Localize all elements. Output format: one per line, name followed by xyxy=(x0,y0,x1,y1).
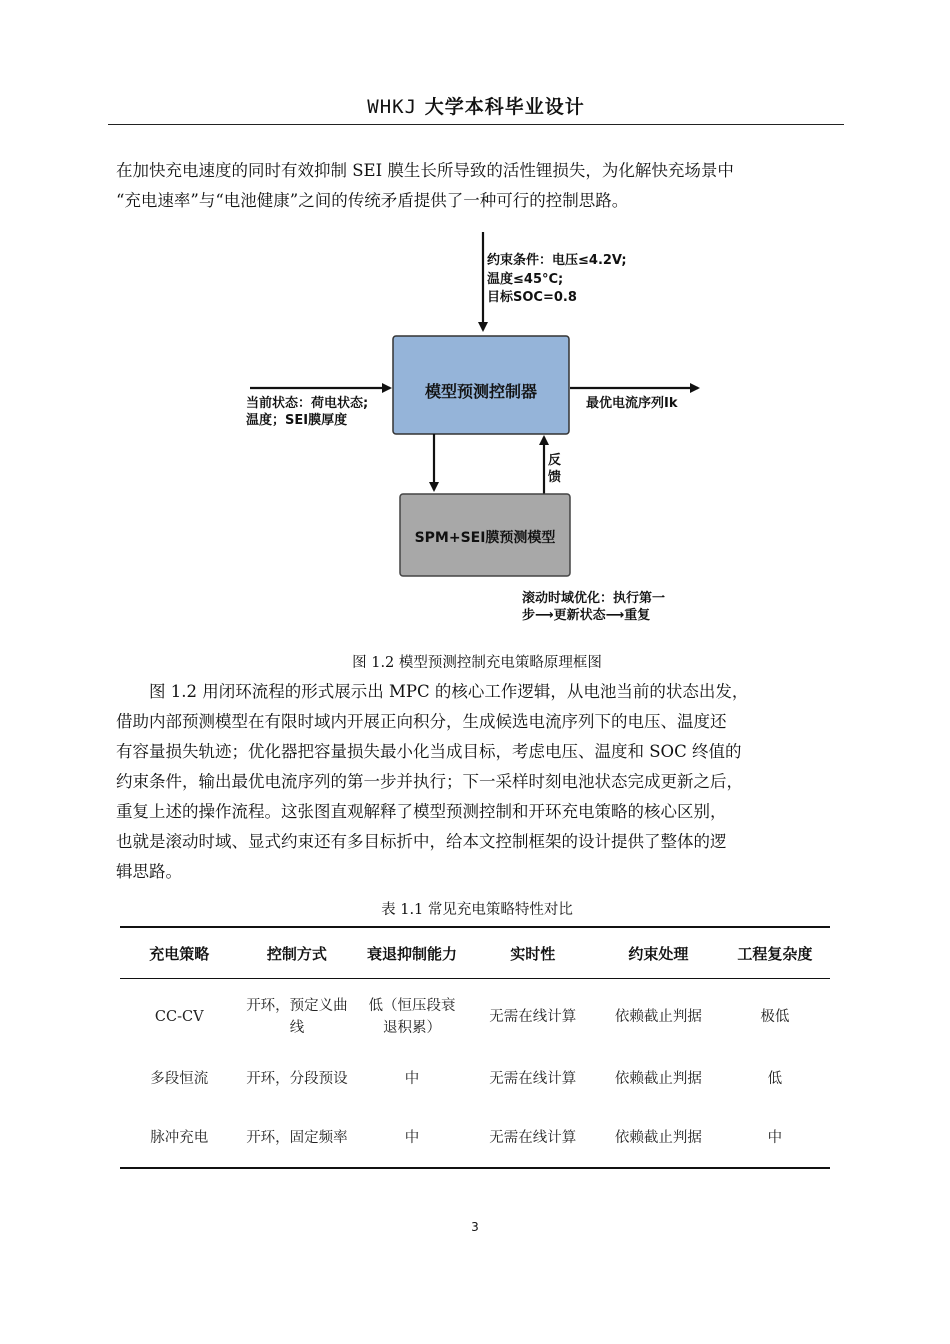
cell-strategy: 多段恒流 xyxy=(150,1071,209,1087)
cell-realtime: 无需在线计算 xyxy=(489,1009,577,1025)
cell-strategy: CC-CV xyxy=(154,1009,204,1025)
constraint-line-3: 目标SOC=0.8 xyxy=(487,290,577,305)
cell-control: 开环，预定义曲线 xyxy=(246,998,348,1036)
cell-suppression: 中 xyxy=(404,1071,420,1087)
model-label: SPM+SEI膜预测模型 xyxy=(414,530,556,546)
figure-caption: 图 1.2 模型预测控制充电策略原理框图 xyxy=(352,655,602,671)
cell-control: 开环，分段预设 xyxy=(246,1071,348,1087)
table-header-row xyxy=(120,927,830,979)
cell-suppression: 低（恒压段衰退积累） xyxy=(368,998,456,1036)
col-header-suppression: 衰退抑制能力 xyxy=(355,927,468,979)
constraint-line-1: 约束条件：电压≤4.2V; xyxy=(487,253,627,268)
table-row xyxy=(120,979,830,1050)
table-row xyxy=(120,1049,830,1109)
cell-control: 开环，固定频率 xyxy=(246,1130,348,1146)
cell-realtime: 无需在线计算 xyxy=(489,1071,577,1087)
paragraph-1 xyxy=(116,156,838,216)
feedback-char-1: 反 xyxy=(548,453,562,468)
input-line-2: 温度；SEI膜厚度 xyxy=(246,413,348,428)
cell-complexity: 低 xyxy=(767,1071,783,1087)
paragraph-2 xyxy=(116,677,838,887)
header-title: 大学本科毕业设计 xyxy=(424,96,585,118)
para2-line-1: 图 1.2 用闭环流程的形式展示出 MPC 的核心工作逻辑，从电池当前的状态出发， xyxy=(149,682,749,701)
header-latin: WHKJ xyxy=(367,96,418,118)
constraint-line-2: 温度≤45°C; xyxy=(487,272,564,287)
page-header xyxy=(108,92,844,125)
output-label: 最优电流序列Ik xyxy=(586,396,678,411)
para1-line-1: 在加快充电速度的同时有效抑制 SEI 膜生长所导致的活性锂损失，为化解快充场景中 xyxy=(116,161,734,180)
para2-line-4: 约束条件，输出最优电流序列的第一步并执行；下一采样时刻电池状态完成更新之后， xyxy=(116,772,743,791)
para2-line-5: 重复上述的操作流程。这张图直观解释了模型预测控制和开环充电策略的核心区别， xyxy=(116,802,727,821)
para2-line-6: 也就是滚动时域、显式约束还有多目标折中，给本文控制框架的设计提供了整体的逻 xyxy=(116,832,727,851)
col-header-constraint: 约束处理 xyxy=(597,927,720,979)
table-row xyxy=(120,1109,830,1168)
cell-strategy: 脉冲充电 xyxy=(150,1130,209,1146)
cell-complexity: 中 xyxy=(767,1130,783,1146)
page-number: 3 xyxy=(471,1220,479,1234)
para2-line-2: 借助内部预测模型在有限时域内开展正向积分，生成候选电流序列下的电压、温度还 xyxy=(116,712,727,731)
cell-realtime: 无需在线计算 xyxy=(489,1130,577,1146)
cell-constraint: 依赖截止判据 xyxy=(614,1130,702,1146)
para2-line-7: 辑思路。 xyxy=(116,862,182,881)
table-caption: 表 1.1 常见充电策略特性对比 xyxy=(381,902,573,918)
col-header-complexity: 工程复杂度 xyxy=(720,927,830,979)
col-header-control: 控制方式 xyxy=(239,927,356,979)
mpc-diagram xyxy=(0,220,950,640)
cell-constraint: 依赖截止判据 xyxy=(614,1071,702,1087)
cell-suppression: 中 xyxy=(404,1130,420,1146)
rolling-line-1: 滚动时域优化：执行第一 xyxy=(522,591,666,606)
strategy-comparison-table xyxy=(120,926,830,1169)
col-header-realtime: 实时性 xyxy=(469,927,597,979)
rolling-line-2: 步⟶更新状态⟶重复 xyxy=(522,608,651,623)
cell-complexity: 极低 xyxy=(760,1009,790,1025)
cell-constraint: 依赖截止判据 xyxy=(614,1009,702,1025)
controller-label: 模型预测控制器 xyxy=(424,382,538,401)
para1-line-2: “充电速率”与“电池健康”之间的传统矛盾提供了一种可行的控制思路。 xyxy=(116,191,629,210)
input-line-1: 当前状态：荷电状态; xyxy=(246,396,369,411)
col-header-strategy: 充电策略 xyxy=(120,927,239,979)
feedback-char-2: 馈 xyxy=(548,470,562,485)
para2-line-3: 有容量损失轨迹；优化器把容量损失最小化当成目标，考虑电压、温度和 SOC 终值的 xyxy=(116,742,742,761)
